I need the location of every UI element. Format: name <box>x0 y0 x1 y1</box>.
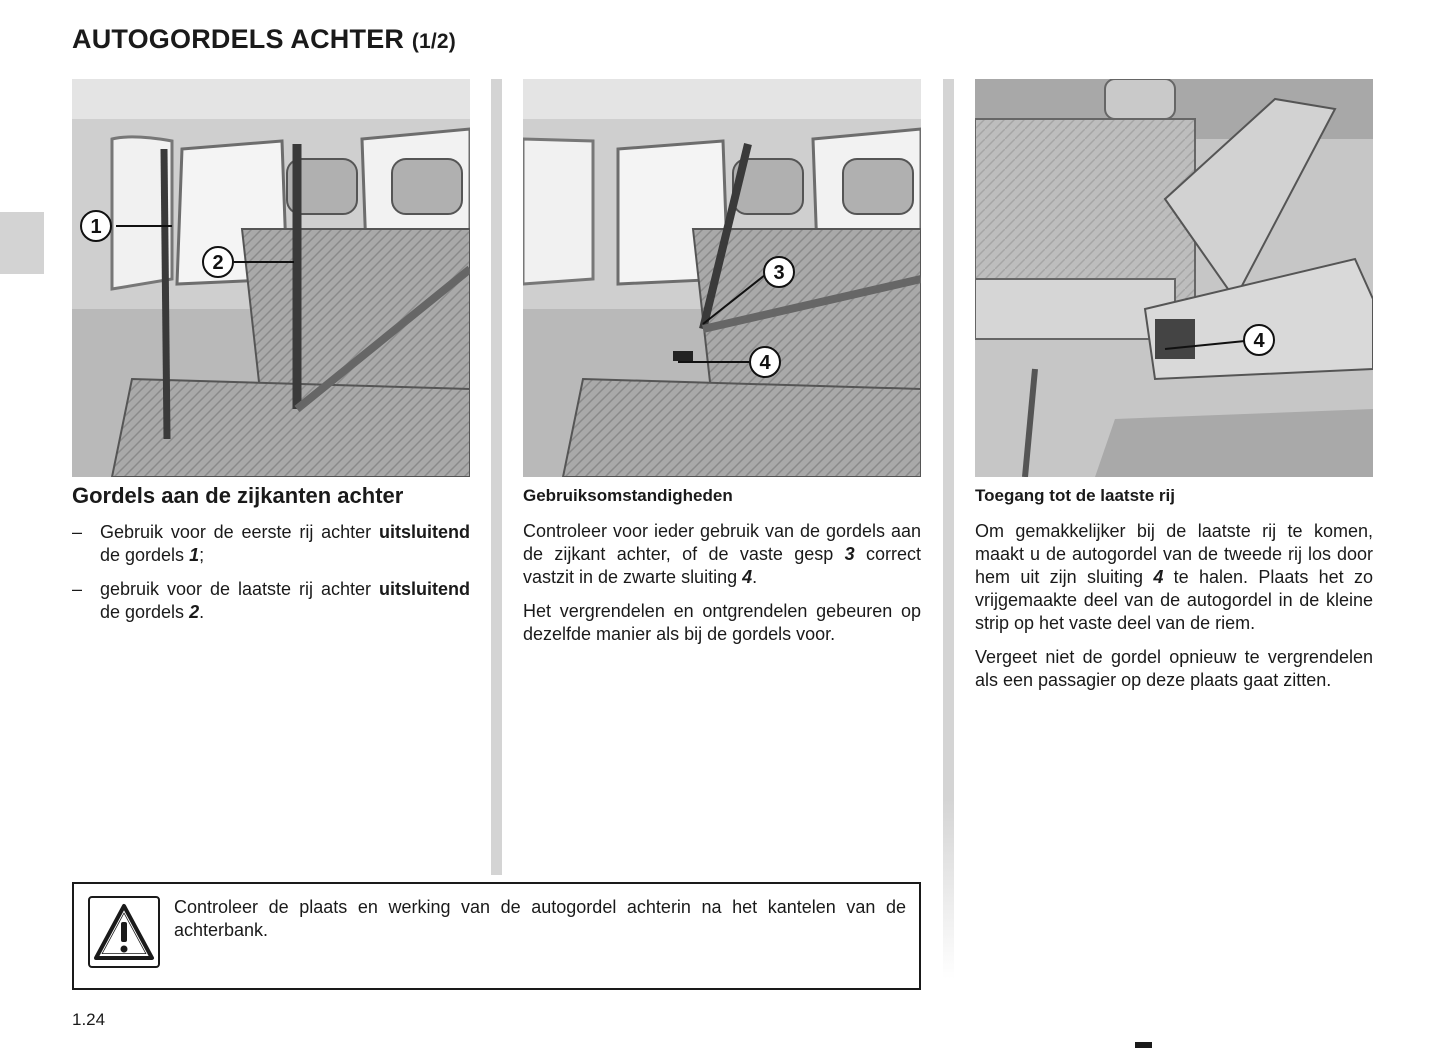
paragraph: Controleer voor ieder gebruik van de gordels aan de zijkant achter, of de vaste gesp 3 correct vastzit in de zwarte sluiting 4. <box>523 521 922 587</box>
figure-callout: 2 <box>212 252 224 274</box>
figure-callout: 4 <box>1253 330 1265 352</box>
section-heading: Toegang tot de laatste rij <box>975 486 1175 505</box>
figure-buckle-closeup <box>523 79 921 477</box>
figure-callout: 4 <box>759 352 771 374</box>
page-title-part: (1/2) <box>411 30 456 53</box>
paragraph: Om gemakkelijker bij de laatste rij te komen, maakt u de autogordel van de tweede rij los door hem uit zijn sluiting 4 te halen. Plaats het zo vrijgemaakte deel van de autogordel in de kleine strip op het vaste deel van de riem. <box>975 521 1373 633</box>
list-item: – Gebruik voor de eerste rij achter uitsluitend de gordels 1; <box>72 522 470 565</box>
column-side-belts <box>72 483 470 635</box>
warning-box <box>72 882 921 990</box>
figure-folded-seat-access <box>975 79 1373 477</box>
belt-usage-list <box>72 521 470 624</box>
column-last-row-access <box>975 483 1373 703</box>
section-tab-marker <box>0 212 44 274</box>
section-heading: Gordels aan de zijkanten achter <box>72 483 404 508</box>
column-usage-conditions <box>523 483 921 657</box>
paragraph: Het vergrendelen en ontgrendelen gebeuren op dezelfde manier als bij de gordels voor. <box>523 601 921 644</box>
figure-callout: 1 <box>90 216 102 238</box>
list-item: – gebruik voor de laatste rij achter uitsluitend de gordels 2. <box>72 579 470 622</box>
page-number: 1.24 <box>72 1010 106 1029</box>
page-title <box>72 24 456 55</box>
warning-triangle-icon <box>88 896 160 968</box>
warning-text: Controleer de plaats en werking van de autogordel achterin na het kantelen van de achterbank. <box>174 897 906 940</box>
page-title-text: AUTOGORDELS ACHTER <box>72 24 405 54</box>
column-divider <box>943 79 954 979</box>
paragraph: Vergeet niet de gordel opnieuw te vergrendelen als een passagier op deze plaats gaat zitten. <box>975 647 1373 690</box>
column-divider <box>491 79 502 875</box>
figure-rear-bench-side-belts <box>72 79 470 477</box>
section-heading: Gebruiksomstandigheden <box>523 486 733 505</box>
figure-callout: 3 <box>773 262 785 284</box>
page-edge-mark <box>1135 1042 1152 1048</box>
